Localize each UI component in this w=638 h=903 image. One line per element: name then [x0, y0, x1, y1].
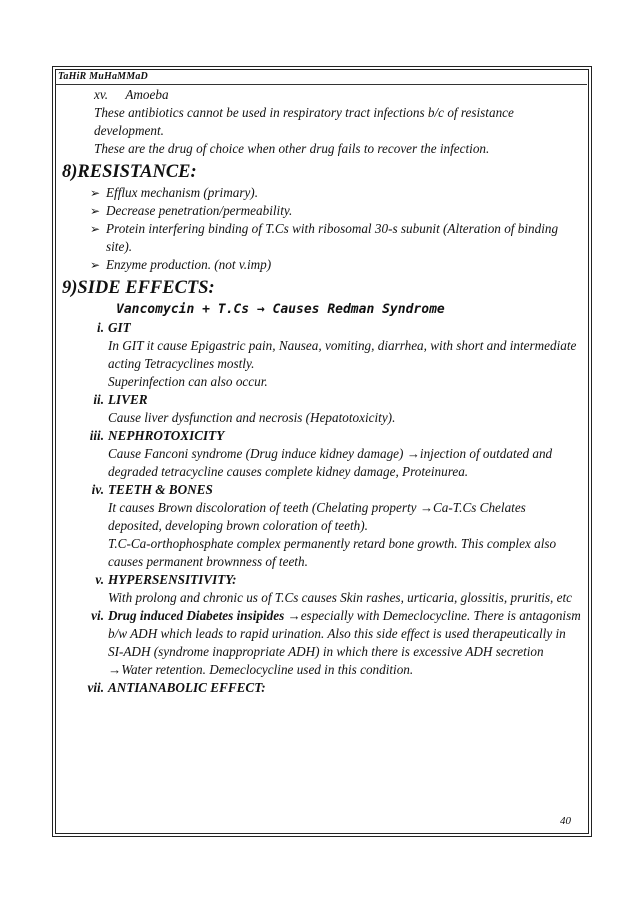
side-effect-item — [62, 391, 582, 427]
intro-list-item — [94, 86, 582, 104]
header-rule — [55, 84, 587, 85]
item-number: iv. — [91, 482, 104, 497]
side-effects-heading: 9)SIDE EFFECTS: — [62, 278, 215, 298]
item-number: ii. — [93, 392, 104, 407]
item-number: v. — [95, 572, 104, 587]
resistance-heading: 8)RESISTANCE: — [62, 162, 197, 182]
resistance-bullet — [90, 202, 582, 220]
intro-item-number: xv. — [94, 87, 109, 102]
item-text: Superinfection can also occur. — [108, 374, 268, 389]
item-text: With prolong and chronic us of T.Cs causes Skin rashes, urticaria, glossitis, pruritis, etc — [108, 590, 573, 605]
item-number: vi. — [91, 608, 104, 623]
side-effect-item — [62, 427, 582, 481]
resistance-bullet-text: Efflux mechanism (primary). — [106, 185, 258, 200]
item-title: Drug induced Diabetes insipides — [108, 608, 285, 623]
page-number: 40 — [560, 815, 571, 827]
item-number: vii. — [87, 680, 104, 695]
header-author: TaHiR MuHaMMaD — [58, 71, 148, 82]
resistance-bullet-text: Decrease penetration/permeability. — [106, 203, 293, 218]
item-number: iii. — [89, 428, 104, 443]
resistance-bullet — [90, 184, 582, 202]
vancomycin-note: Vancomycin + T.Cs → Causes Redman Syndrome — [116, 302, 445, 317]
item-title: ANTIANABOLIC EFFECT: — [108, 680, 266, 695]
item-title: TEETH & BONES — [108, 482, 213, 497]
resistance-bullet-text: Protein interfering binding of T.Cs with ribosomal 30-s subunit (Alteration of binding site). — [106, 221, 559, 254]
item-text: Cause liver dysfunction and necrosis (Hepatotoxicity). — [108, 410, 396, 425]
item-title: NEPHROTOXICITY — [108, 428, 225, 443]
side-effect-item — [62, 481, 582, 571]
item-text: In GIT it cause Epigastric pain, Nausea, vomiting, diarrhea, with short and intermediate acting Tetracyclines mostly. — [108, 338, 577, 371]
resistance-bullet — [90, 256, 582, 274]
item-text: →especially with Demeclocycline. There is antagonism b/w ADH which leads to rapid urination. Also this side effect is used therapeutically in SI-ADH (syndrome inappropriate ADH) in which there is excessive ADH secretion →Water retention. Demeclocycline used in this condition. — [108, 608, 581, 677]
arrow-bullet-icon: ➢ — [90, 204, 101, 218]
item-text: T.C-Ca-orthophosphate complex permanently retard bone growth. This complex also causes permanent brownness of teeth. — [108, 536, 557, 569]
intro-line-1: These antibiotics cannot be used in respiratory tract infections b/c of resistance development. — [94, 105, 514, 138]
item-number: i. — [97, 320, 104, 335]
side-effect-item — [62, 571, 582, 607]
arrow-bullet-icon: ➢ — [90, 186, 101, 200]
arrow-bullet-icon: ➢ — [90, 258, 101, 272]
side-effect-item — [62, 607, 582, 679]
resistance-bullet-text: Enzyme production. (not v.imp) — [106, 257, 272, 272]
side-effect-item — [62, 319, 582, 391]
item-title: HYPERSENSITIVITY: — [108, 572, 237, 587]
item-title: LIVER — [108, 392, 148, 407]
intro-line-2: These are the drug of choice when other drug fails to recover the infection. — [94, 141, 490, 156]
item-text: Cause Fanconi syndrome (Drug induce kidney damage) →injection of outdated and degraded tetracycline causes complete kidney damage, Proteinurea. — [108, 446, 553, 479]
document-content — [62, 86, 582, 697]
resistance-bullet — [90, 220, 582, 256]
item-text: It causes Brown discoloration of teeth (Chelating property →Ca-T.Cs Chelates deposited, developing brown coloration of teeth). — [108, 500, 526, 533]
side-effect-item — [62, 679, 582, 697]
intro-item-text: Amoeba — [125, 87, 169, 102]
item-title: GIT — [108, 320, 131, 335]
arrow-bullet-icon: ➢ — [90, 222, 101, 236]
